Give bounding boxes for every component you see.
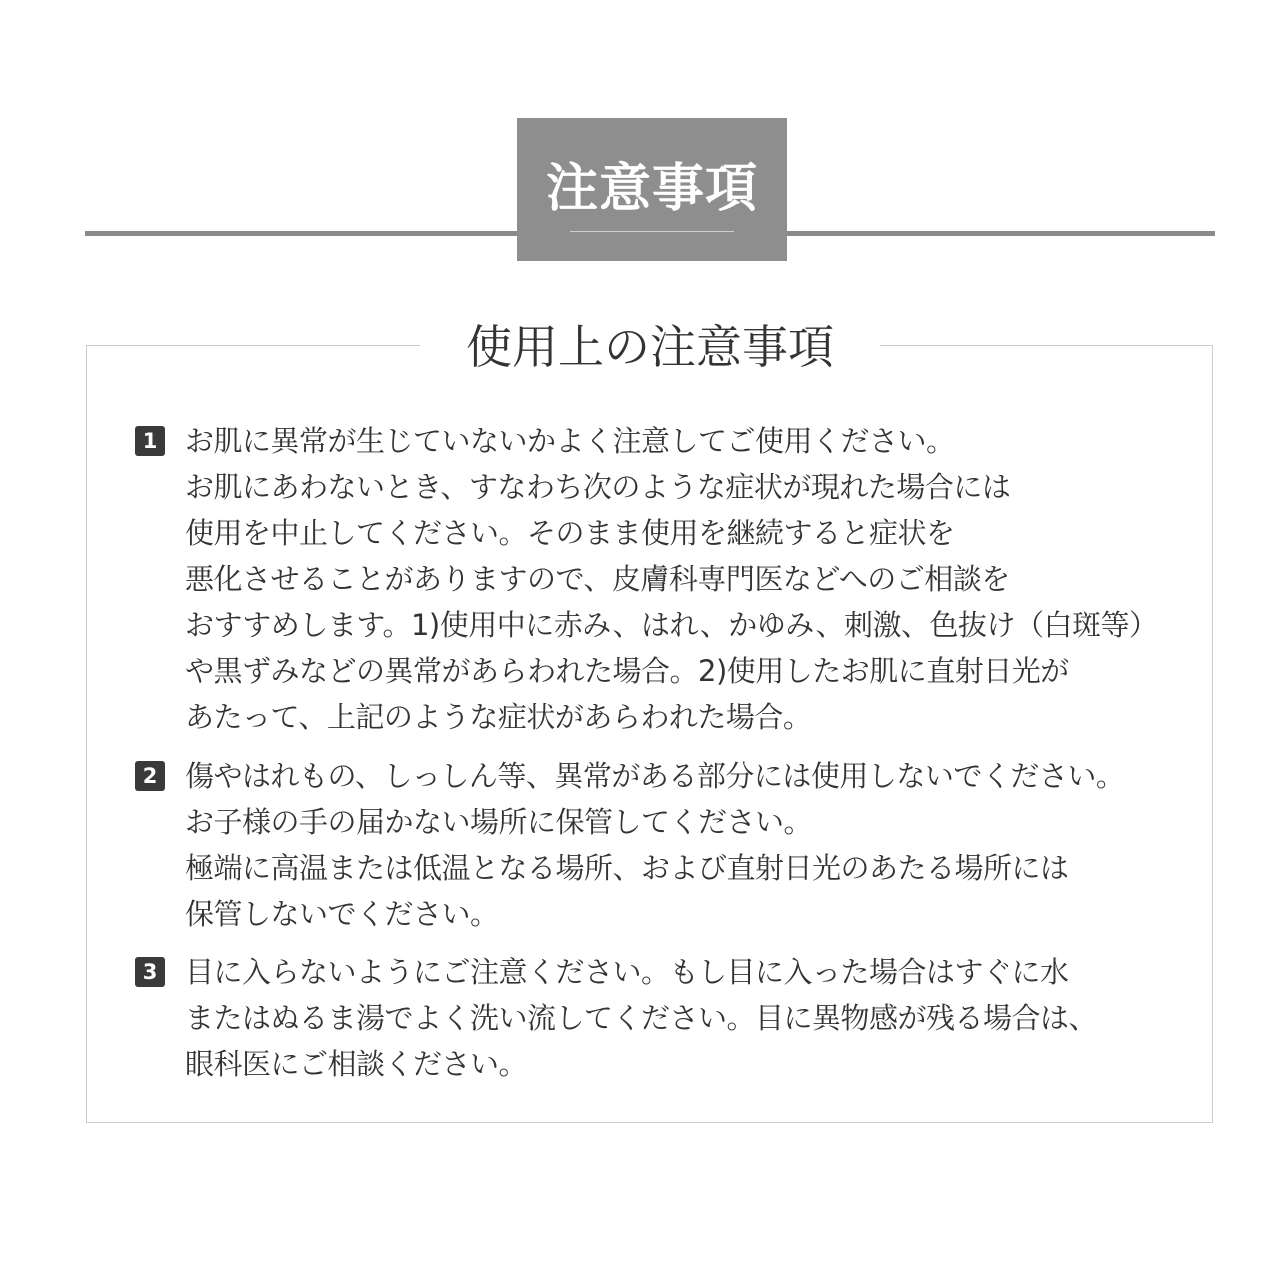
header-banner bbox=[517, 118, 787, 261]
notice-line: 極端に高温または低温となる場所、および直射日光のあたる場所には bbox=[185, 851, 1069, 885]
notice-line: 保管しないでください。 bbox=[185, 897, 499, 931]
notice-line: またはぬるま湯でよく洗い流してください。目に異物感が残る場合は、 bbox=[185, 1001, 1098, 1035]
notice-line: や黒ずみなどの異常があらわれた場合。2)使用したお肌に直射日光が bbox=[185, 654, 1069, 688]
page-title: 注意事項 bbox=[545, 159, 758, 219]
notice-line: お肌にあわないとき、すなわち次のような症状が現れた場合には bbox=[185, 470, 1011, 504]
notice-line: お肌に異常が生じていないかよく注意してご使用ください。 bbox=[185, 424, 955, 458]
notice-number-badge: 1 bbox=[135, 426, 165, 456]
notice-line: 目に入らないようにご注意ください。もし目に入った場合はすぐに水 bbox=[185, 955, 1069, 989]
notice-line: あたって、上記のような症状があらわれた場合。 bbox=[185, 700, 812, 734]
notice-line: 傷やはれもの、しっしん等、異常がある部分には使用しないでください。 bbox=[185, 759, 1125, 793]
notice-line: お子様の手の届かない場所に保管してください。 bbox=[185, 805, 813, 839]
notice-number-badge: 3 bbox=[135, 957, 165, 987]
notice-number-badge: 2 bbox=[135, 761, 165, 791]
notice-line: 使用を中止してください。そのまま使用を継続すると症状を bbox=[185, 516, 955, 550]
section-title: 使用上の注意事項 bbox=[420, 312, 880, 382]
notice-line: 悪化させることがありますので、皮膚科専門医などへのご相談を bbox=[185, 562, 1010, 596]
header-underline bbox=[570, 231, 734, 232]
notice-line: おすすめします。1)使用中に赤み、はれ、かゆみ、刺激、色抜け（白斑等） bbox=[185, 608, 1158, 642]
notice-line: 眼科医にご相談ください。 bbox=[185, 1047, 528, 1081]
